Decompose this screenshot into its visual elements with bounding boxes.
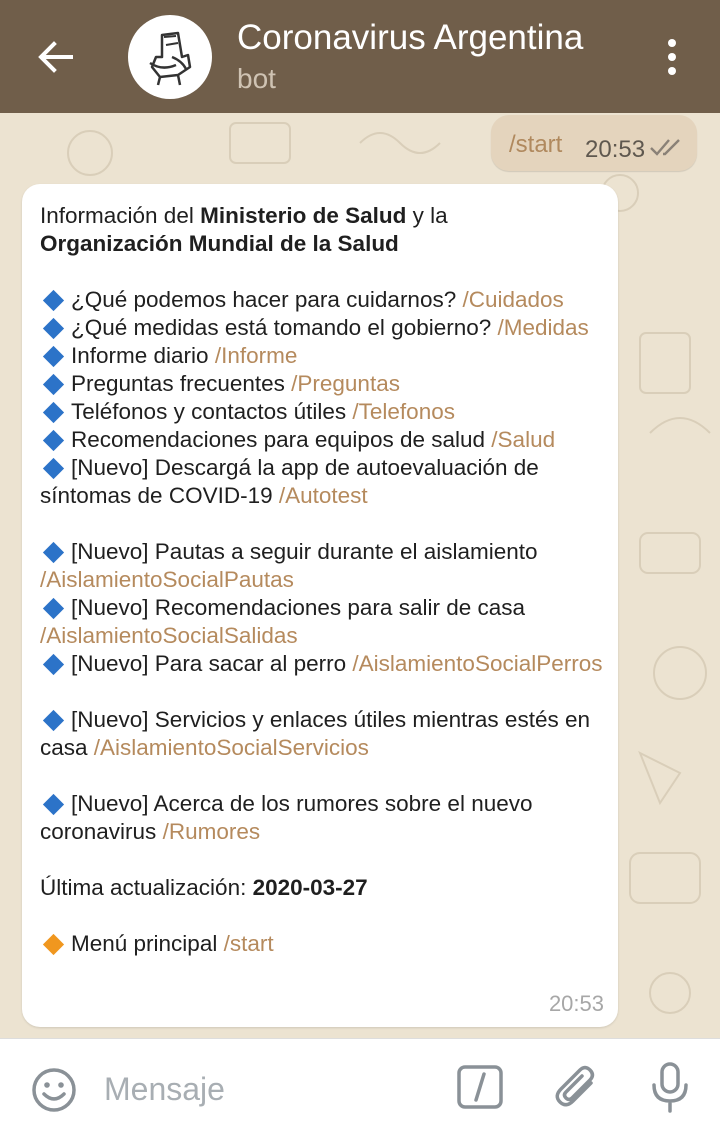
back-button[interactable] [30,32,80,82]
incoming-message[interactable] [22,184,618,1027]
intro-line-2 [40,230,606,258]
more-vertical-icon [668,39,676,47]
double-check-icon [649,136,685,158]
command-link[interactable]: /Telefonos [352,399,455,424]
blue-diamond-icon [43,373,64,394]
intro-line: Información del Ministerio de Salud y la [40,203,448,228]
blue-diamond-icon [43,457,64,478]
command-link[interactable]: /AislamientoSocialServicios [93,735,369,760]
blue-diamond-icon [43,597,64,618]
command-link[interactable]: /Informe [214,343,298,368]
main-menu-line: Menú principal /start [40,930,606,958]
list-item: ¿Qué podemos hacer para cuidarnos? /Cuidados [40,286,606,314]
list-item: Preguntas frecuentes /Preguntas [40,370,606,398]
list-item: [Nuevo] Para sacar al perro /AislamientoSocialPerros [40,650,606,678]
chat-subtitle: bot [237,63,276,94]
command-link-start[interactable]: /start [223,931,274,956]
arrow-left-icon [37,41,73,73]
command-link[interactable]: /AislamientoSocialSalidas [40,623,298,648]
blue-diamond-icon [43,541,64,562]
oms-bold: Organización Mundial de la Salud [40,231,399,256]
chat-header [0,0,720,113]
list-item: [Nuevo] Descargá la app de autoevaluación de síntomas de COVID-19 /Autotest [40,455,539,508]
list-item: [Nuevo] Servicios y enlaces útiles mientras estés en casa /AislamientoSocialServicios [40,707,590,760]
blue-diamond-icon [43,345,64,366]
blue-diamond-icon [43,401,64,422]
blue-diamond-icon [43,709,64,730]
command-link[interactable]: /Salud [491,427,556,452]
blue-diamond-icon [43,289,64,310]
outgoing-time: 20:53 [585,136,646,163]
blue-diamond-icon [43,653,64,674]
attach-button[interactable] [553,1063,601,1116]
command-link[interactable]: /Medidas [497,315,589,340]
blue-diamond-icon [43,793,64,814]
ministerio-bold: Ministerio de Salud [200,203,407,228]
command-link[interactable]: /Cuidados [462,287,564,312]
emoji-icon [30,1066,78,1114]
message-input[interactable] [104,1069,434,1109]
more-menu-button[interactable] [650,32,694,82]
list-item: [Nuevo] Recomendaciones para salir de casa /AislamientoSocialSalidas [40,595,525,648]
blue-diamond-icon [43,317,64,338]
command-link[interactable]: /AislamientoSocialPerros [352,651,603,676]
command-link[interactable]: /Preguntas [291,371,400,396]
list-item: [Nuevo] Pautas a seguir durante el aislamiento /AislamientoSocialPautas [40,539,538,592]
bot-commands-button[interactable] [456,1064,504,1115]
emoji-button[interactable] [30,1066,78,1119]
command-link[interactable]: /AislamientoSocialPautas [40,567,294,592]
incoming-time: 20:53 [548,991,604,1016]
list-item: Informe diario /Informe [40,342,606,370]
command-link[interactable]: /Rumores [162,819,261,844]
list-item: ¿Qué medidas está tomando el gobierno? /Medidas [40,314,606,342]
last-updated: Última actualización: 2020-03-27 [40,875,368,900]
message-body [40,202,606,958]
slash-command-icon [456,1064,504,1110]
voice-record-button[interactable] [650,1061,690,1118]
list-item: Teléfonos y contactos útiles /Telefonos [40,398,606,426]
command-link[interactable]: /Autotest [278,483,368,508]
outgoing-message[interactable] [491,115,697,171]
paperclip-icon [553,1063,601,1111]
blue-diamond-icon [43,429,64,450]
bot-avatar-icon [142,27,198,87]
orange-diamond-icon [43,933,64,954]
microphone-icon [650,1061,690,1113]
outgoing-command[interactable]: /start [509,131,563,158]
updated-date: 2020-03-27 [252,875,368,900]
list-item: [Nuevo] Acerca de los rumores sobre el nuevo coronavirus /Rumores [40,791,533,844]
list-item: Recomendaciones para equipos de salud /Salud [40,426,606,454]
message-input-bar [0,1038,720,1132]
chat-area[interactable] [0,113,720,1038]
avatar[interactable] [128,15,212,99]
chat-title[interactable]: Coronavirus Argentina [237,18,584,57]
